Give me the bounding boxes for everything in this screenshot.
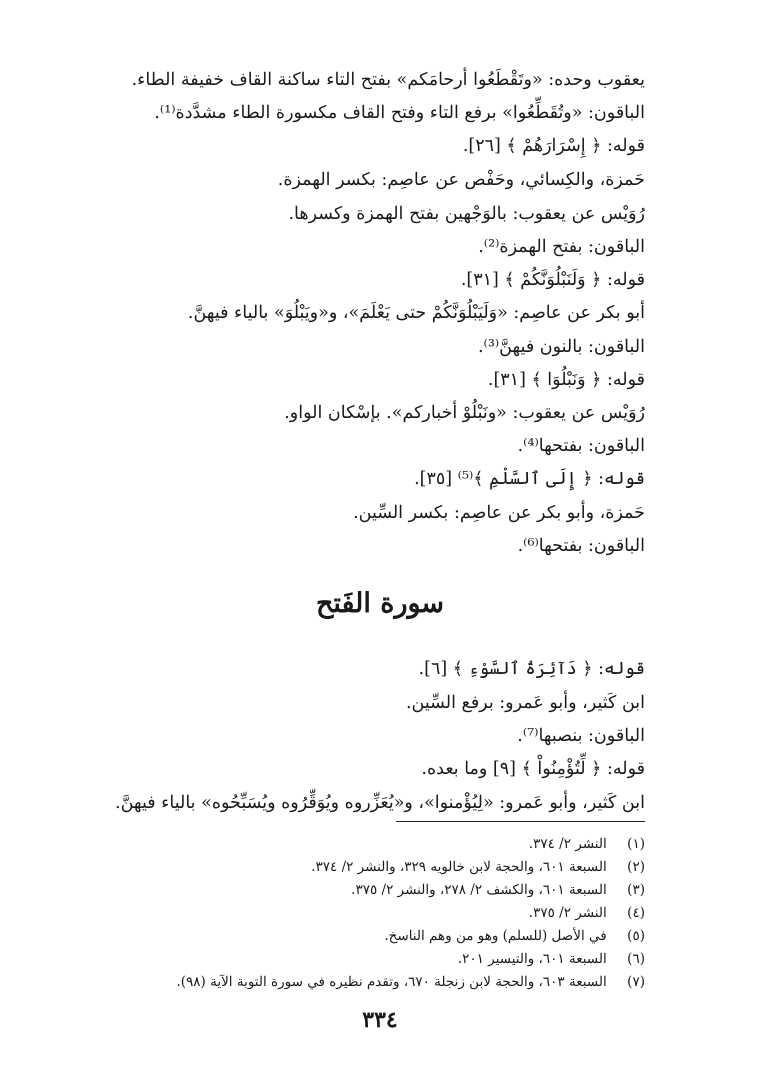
footnote (85, 948, 645, 970)
body-line: حَمزة، والكِسائي، وحَفْص عن عاصِم: بكسر الهمزة. (277, 170, 645, 190)
body-line: الباقون: بفتح الهمزة⁽²⁾. (478, 237, 645, 257)
body-line: يعقوب وحده: «وتَقْطَعُوا أرحامَكم» بفتح التاء ساكنة القاف خفيفة الطاء. (131, 70, 645, 90)
body-line: قوله: ﴿ وَلَنَبْلُوَنَّكُمْ ﴾ [٣١]. (460, 270, 645, 290)
footnote (85, 879, 645, 901)
footnote-number: (١) (627, 836, 645, 852)
footnote-divider (396, 821, 645, 822)
footnote-number: (٥) (627, 928, 645, 944)
body-line: الباقون: بالنون فيهنَّ⁽³⁾. (477, 337, 645, 357)
footnote-number: (٢) (627, 859, 645, 875)
body-line: قوله: ﴿ إِلَى ٱلسَّلْمِ ﴾⁽⁵⁾ [٣٥]. (414, 469, 645, 489)
footnote (85, 856, 645, 878)
footnote-number: (٣) (627, 882, 645, 898)
footnote (85, 833, 645, 855)
footnote-text: النشر ٢/ ٣٧٥. (528, 905, 607, 921)
body-line: رُوَيْس عن يعقوب: بالوَجْهين بفتح الهمزة وكسرها. (288, 204, 645, 224)
footnote (85, 971, 645, 993)
footnote (85, 925, 645, 947)
body-line: رُوَيْس عن يعقوب: «ونَبْلُوْ أخباركم». بإسْكان الواو. (284, 403, 645, 423)
surah-line: ابن كَثير، وأبو عَمرو: «لِيُؤْمنوا»، و«يُعَزِّروه ويُوَقِّرُوه ويُسَبِّحُوه» بالياء فيهنَّ. (115, 793, 645, 813)
footnote-text: السبعة ٦٠٣، والحجة لابن زنجلة ٦٧٠، وتقدم نظيره في سورة التوبة الآية (٩٨). (176, 974, 607, 990)
body-line: الباقون: بفتحها⁽⁴⁾. (517, 436, 645, 456)
footnote-number: (٤) (627, 905, 645, 921)
body-line: قوله: ﴿ وَنَبْلُوَا ﴾ [٣١]. (487, 370, 645, 390)
footnote-number: (٧) (627, 974, 645, 990)
footnote-text: السبعة ٦٠١، والكشف ٢/ ٢٧٨، والنشر ٢/ ٣٧٥. (351, 882, 607, 898)
body-line: أبو بكر عن عاصِم: «وَلَيَبْلُوَنَّكُمْ حتى يَعْلَمَ»، و«ويَبْلُوَ» بالياء فيهنَّ. (187, 303, 645, 323)
body-line: حَمزة، وأبو بكر عن عاصِم: بكسر السِّين. (353, 503, 645, 523)
footnote-text: السبعة ٦٠١، والحجة لابن خالويه ٣٢٩، والنشر ٢/ ٣٧٤. (311, 859, 607, 875)
surah-line: ابن كَثير، وأبو عَمرو: برفع السِّين. (405, 693, 645, 713)
footnote (85, 902, 645, 924)
body-line: قوله: ﴿ إِسْرَارَهُمْ ﴾ [٢٦]. (462, 136, 645, 156)
surah-title: سورة الفَتح (315, 588, 445, 619)
surah-line: الباقون: بنصبها⁽⁷⁾. (517, 726, 645, 746)
body-line: الباقون: بفتحها⁽⁶⁾. (517, 536, 645, 556)
page-number: ٣٣٤ (362, 1007, 398, 1033)
footnote-text: النشر ٢/ ٣٧٤. (528, 836, 607, 852)
surah-line: قوله: ﴿ لِّتُؤْمِنُواْ ﴾ [٩] وما بعده. (421, 759, 645, 779)
body-line: الباقون: «وتُقَطِّعُوا» برفع التاء وفتح القاف مكسورة الطاء مشدَّدة⁽¹⁾. (154, 103, 645, 123)
footnote-text: في الأصل (للسلم) وهو من وهم الناسخ. (384, 928, 607, 944)
surah-line: قوله: ﴿ دَآئِرَةُ ٱلسَّوْءِ ﴾ [٦]. (418, 659, 645, 679)
footnote-text: السبعة ٦٠١، والتيسير ٢٠١. (457, 951, 607, 967)
footnote-number: (٦) (627, 951, 645, 967)
